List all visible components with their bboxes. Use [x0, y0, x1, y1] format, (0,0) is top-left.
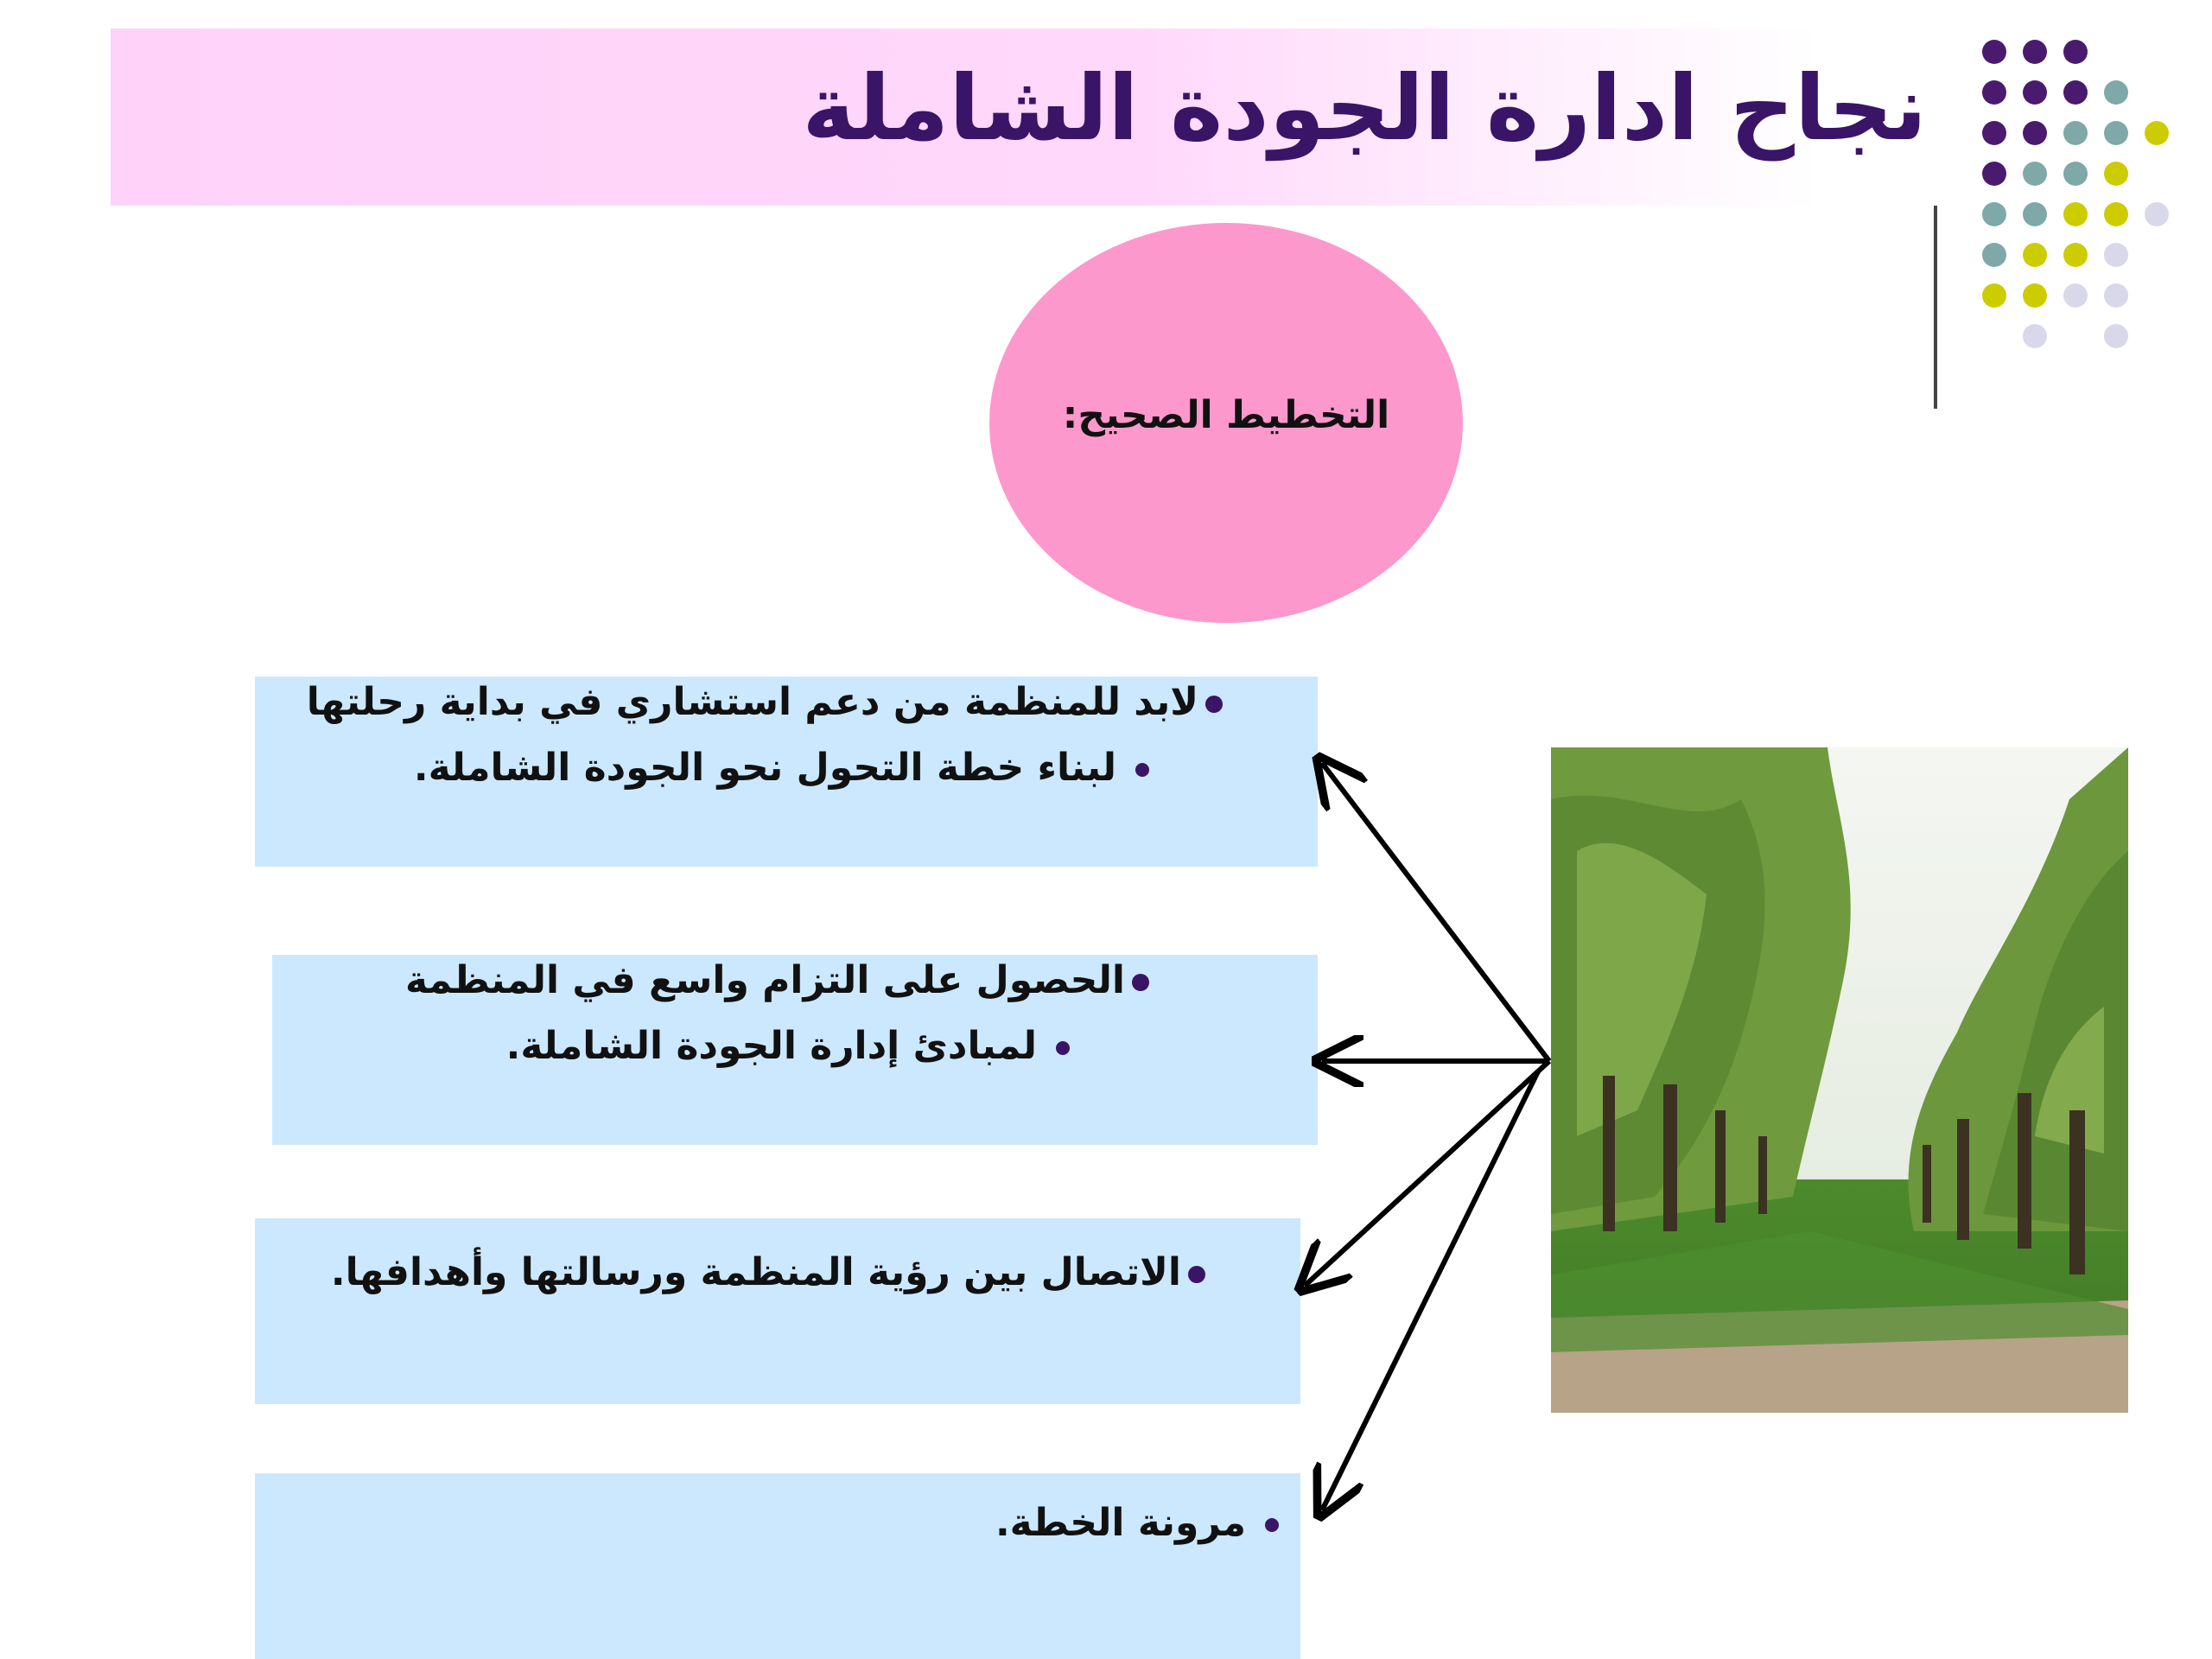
bullet-icon [1132, 974, 1149, 991]
arrow-to-box-4 [1322, 1071, 1538, 1510]
point-box-1-line-1: لابد للمنظمة من دعم استشاري في بداية رحلتها [307, 670, 1223, 735]
slide-title: نجاح ادارة الجودة الشاملة [802, 55, 1927, 161]
point-box-2-line-2: لمبادئ إدارة الجودة الشاملة. [506, 1014, 1070, 1079]
point-box-1-line-2: لبناء خطة التحول نحو الجودة الشاملة. [414, 735, 1149, 801]
point-box-2-line-1: الحصول على التزام واسع في المنظمة [405, 948, 1149, 1014]
arrow-to-box-1 [1322, 763, 1549, 1061]
bullet-icon [1135, 763, 1149, 777]
point-box-3-line-1: الاتصال بين رؤية المنظمة ورسالتها وأهدافها. [331, 1240, 1205, 1306]
arrow-to-box-3 [1305, 1061, 1549, 1286]
bullet-icon [1056, 1041, 1070, 1055]
point-box-4-line-1: مرونة الخطة. [995, 1491, 1279, 1556]
bullet-icon [1188, 1266, 1205, 1283]
bullet-icon [1265, 1518, 1279, 1532]
tree-lined-path-photo-icon [1551, 747, 2128, 1413]
oval-label: التخطيط الصحيح: [1062, 393, 1390, 437]
bullet-icon [1205, 696, 1223, 713]
vertical-divider [1934, 206, 1937, 409]
dot-grid-decoration-icon [1970, 35, 2195, 363]
